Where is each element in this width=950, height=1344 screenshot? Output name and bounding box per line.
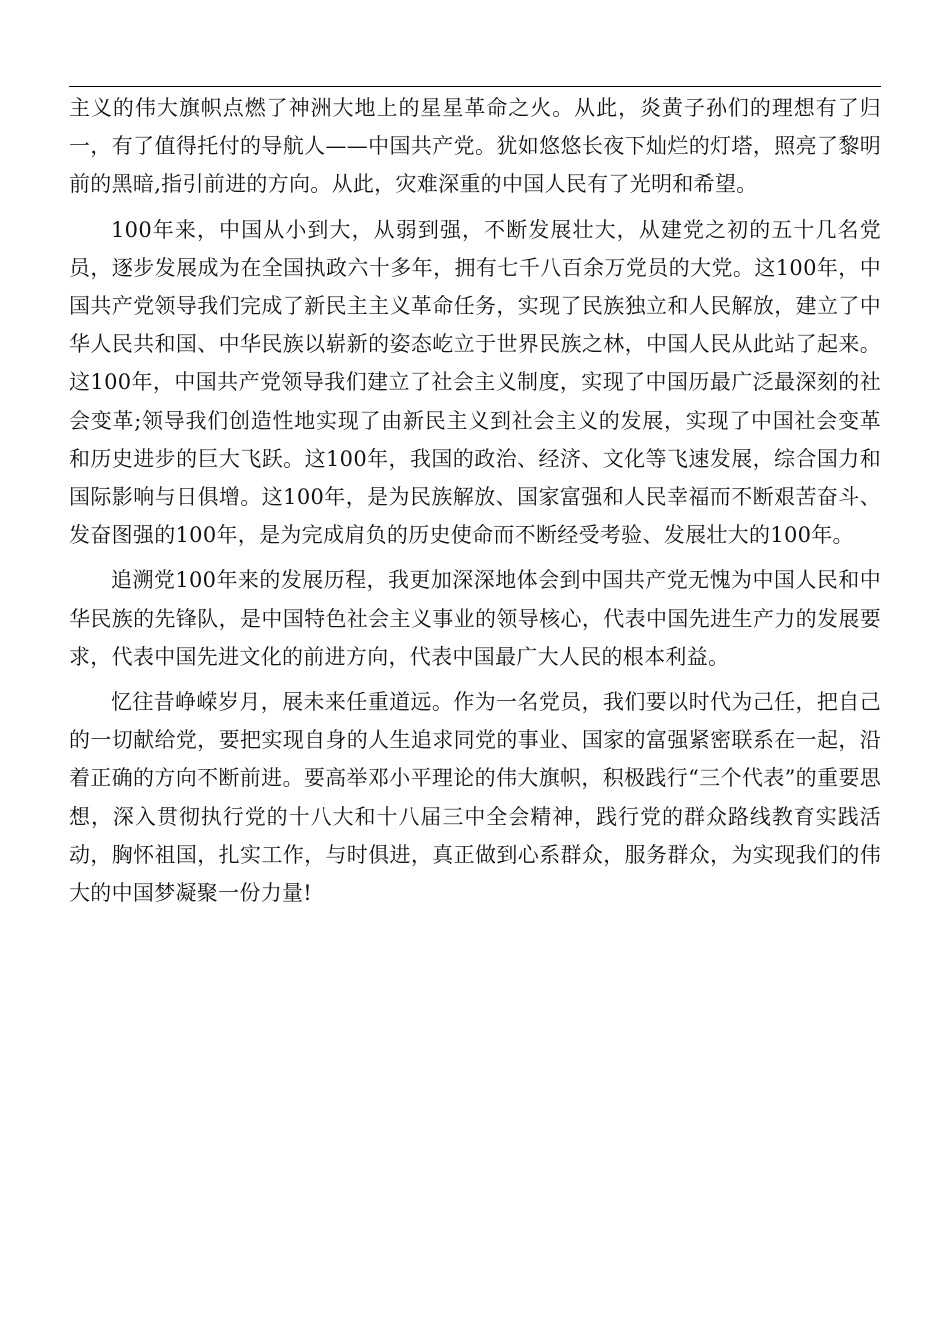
paragraph-4: 忆往昔峥嵘岁月，展未来任重道远。作为一名党员，我们要以时代为己任，把自己的一切献给党，要把实现自身的人生追求同党的事业、国家的富强紧密联系在一起，沿着正确的方向不断前进。要高举邓小平理论的伟大旗帜，积极践行“三个代表”的重要思想，深入贯彻执行党的十八大和十八届三中全会精神，践行党的群众路线教育实践活动，胸怀祖国，扎实工作，与时俱进，真正做到心系群众，服务群众，为实现我们的伟大的中国梦凝聚一份力量!	[69, 690, 881, 906]
paragraph-3: 追溯党100年来的发展历程，我更加深深地体会到中国共产党无愧为中国人民和中华民族的先锋队，是中国特色社会主义事业的领导核心，代表中国先进生产力的发展要求，代表中国先进文化的前进方向，代表中国最广大人民的根本利益。	[69, 568, 881, 669]
paragraph-1: 主义的伟大旗帜点燃了神洲大地上的星星革命之火。从此，炎黄子孙们的理想有了归一，有了值得托付的导航人——中国共产党。犹如悠悠长夜下灿烂的灯塔，照亮了黎明前的黑暗,指引前进的方向。从此，灾难深重的中国人民有了光明和希望。	[69, 96, 881, 197]
header-rule	[69, 86, 881, 87]
document-body	[69, 89, 881, 919]
paragraph-2: 100年来，中国从小到大，从弱到强，不断发展壮大，从建党之初的五十几名党员，逐步发展成为在全国执政六十多年，拥有七千八百余万党员的大党。这100年，中国共产党领导我们完成了新民主主义革命任务，实现了民族独立和人民解放，建立了中华人民共和国、中华民族以崭新的姿态屹立于世界民族之林，中国人民从此站了起来。这100年，中国共产党领导我们建立了社会主义制度，实现了中国历最广泛最深刻的社会变革;领导我们创造性地实现了由新民主义到社会主义的发展，实现了中国社会变革和历史进步的巨大飞跃。这100年，我国的政治、经济、文化等飞速发展，综合国力和国际影响与日俱增。这100年，是为民族解放、国家富强和人民幸福而不断艰苦奋斗、发奋图强的100年，是为完成肩负的历史使命而不断经受考验、发展壮大的100年。	[69, 217, 881, 548]
